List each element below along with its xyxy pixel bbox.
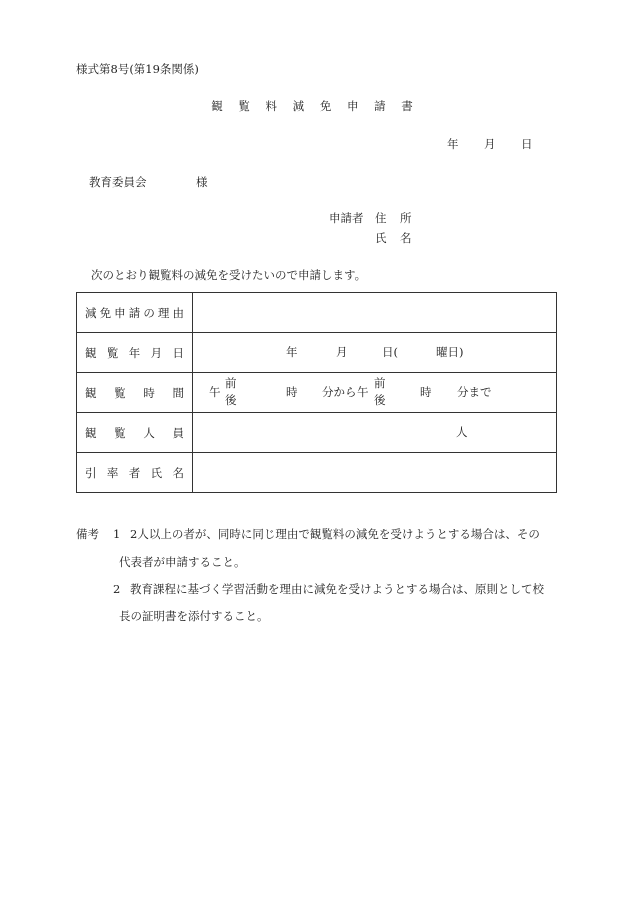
title-char: 申 xyxy=(346,99,365,113)
note-number: 2 xyxy=(113,582,121,596)
document-title xyxy=(0,101,630,113)
label-char: 観 xyxy=(85,385,97,400)
year-unit: 年 xyxy=(286,345,298,359)
minute-from-unit: 分から xyxy=(322,385,357,399)
label-char: 覧 xyxy=(114,425,126,440)
label-char: 観 xyxy=(85,425,97,440)
time-field[interactable] xyxy=(193,373,557,413)
hour-unit: 時 xyxy=(420,385,432,399)
noon-label: 午 xyxy=(357,385,369,399)
label-char: 年 xyxy=(128,345,141,360)
table-row xyxy=(77,453,557,493)
minute-until-unit: 分まで xyxy=(457,385,492,399)
note-number: 1 xyxy=(113,527,121,541)
date-label xyxy=(77,333,193,373)
label-char: 氏 xyxy=(150,465,163,480)
table-row xyxy=(77,373,557,413)
am-option: 前 xyxy=(374,376,386,390)
address-char: 住 xyxy=(375,211,387,225)
title-char: 観 xyxy=(211,99,229,113)
title-char: 覧 xyxy=(238,99,256,113)
table-row xyxy=(77,333,557,373)
reason-label xyxy=(77,293,193,333)
label-char: 月 xyxy=(150,345,163,360)
label-char: 免 xyxy=(99,305,112,320)
label-char: 名 xyxy=(172,465,184,480)
pm-option: 後 xyxy=(374,393,386,407)
noon-label: 午 xyxy=(209,385,221,399)
title-char: 免 xyxy=(319,99,338,113)
am-option: 前 xyxy=(225,376,237,390)
label-char: 減 xyxy=(85,305,97,320)
label-char: 覧 xyxy=(106,345,119,360)
note-text: 代表者が申請すること。 xyxy=(119,555,246,569)
label-char: 覧 xyxy=(114,385,126,400)
name-char: 氏 xyxy=(375,231,387,245)
title-char: 請 xyxy=(374,99,392,113)
label-char: 時 xyxy=(143,385,155,400)
people-label xyxy=(77,413,193,453)
addressee-org: 教育委員会 xyxy=(89,175,147,189)
label-char: 員 xyxy=(172,425,184,440)
pm-option: 後 xyxy=(225,393,237,407)
label-char: 人 xyxy=(143,425,155,440)
table-row xyxy=(77,293,557,333)
date-field[interactable] xyxy=(193,333,557,373)
intro-text: 次のとおり観覧料の減免を受けたいので申請します。 xyxy=(91,268,367,282)
label-char: 由 xyxy=(172,305,184,320)
addressee-honorific: 様 xyxy=(196,175,208,189)
month-unit: 月 xyxy=(336,345,348,359)
leader-name-field[interactable] xyxy=(193,453,557,493)
label-char: 理 xyxy=(157,305,170,320)
label-char: 観 xyxy=(85,345,97,360)
address-char: 所 xyxy=(400,211,412,225)
name-char: 名 xyxy=(400,231,412,245)
date-year-label: 年 xyxy=(447,137,459,151)
time-label xyxy=(77,373,193,413)
title-char: 減 xyxy=(292,99,311,113)
people-field[interactable] xyxy=(193,413,557,453)
label-char: の xyxy=(143,305,155,320)
note-text: 2人以上の者が、同時に同じ理由で観覧料の減免を受けようとする場合は、その xyxy=(130,527,540,541)
form-number: 様式第8号(第19条関係) xyxy=(76,62,199,76)
reason-field[interactable] xyxy=(193,293,557,333)
label-char: 間 xyxy=(172,385,184,400)
table-row xyxy=(77,413,557,453)
note-text: 長の証明書を添付すること。 xyxy=(119,609,269,623)
label-char: 日 xyxy=(172,345,184,360)
leader-label xyxy=(77,453,193,493)
weekday-unit: 曜日) xyxy=(436,345,464,359)
applicant-label: 申請者 xyxy=(329,211,364,225)
label-char: 申 xyxy=(114,305,126,320)
label-char: 者 xyxy=(128,465,141,480)
label-char: 請 xyxy=(128,305,141,320)
note-text: 教育課程に基づく学習活動を理由に減免を受けようとする場合は、原則として校 xyxy=(130,582,544,596)
application-table xyxy=(76,292,557,493)
title-char: 書 xyxy=(401,99,419,113)
date-day-label: 日 xyxy=(521,137,533,151)
date-month-label: 月 xyxy=(484,137,496,151)
day-unit: 日( xyxy=(382,345,398,359)
hour-unit: 時 xyxy=(286,385,298,399)
people-unit: 人 xyxy=(456,425,468,439)
notes-heading: 備考 xyxy=(76,527,99,541)
label-char: 率 xyxy=(106,465,119,480)
title-char: 料 xyxy=(265,99,284,113)
label-char: 引 xyxy=(85,465,97,480)
